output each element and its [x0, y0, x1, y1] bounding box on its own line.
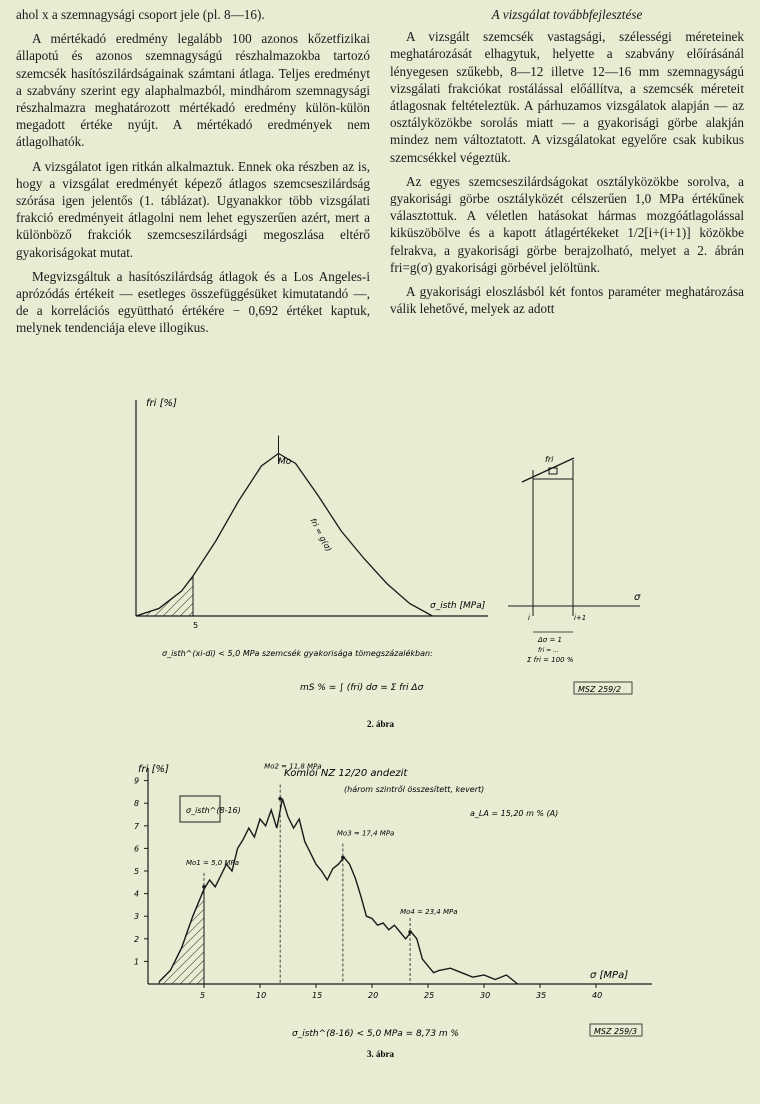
hatched-area	[159, 889, 204, 984]
x-tick-label: 20	[368, 991, 379, 1000]
y-tick-label: 8	[134, 799, 140, 809]
mode-label: Mo2 = 11,8 MPa	[264, 762, 322, 771]
y-tick-label: 6	[134, 844, 140, 854]
mode-point	[278, 797, 282, 801]
series-line	[159, 799, 517, 984]
x-tick-label: 40	[592, 991, 603, 1000]
formula: σ_isth^(8-16) < 5,0 MPa = 8,73 m %	[292, 1029, 460, 1039]
hatched-area	[136, 576, 193, 616]
y-tick-label: 7	[134, 821, 140, 831]
y-tick-label: 9	[134, 776, 140, 786]
paragraph: Az egyes szemcseszilárdságokat osztályközökbe sorolva, a gyakorisági görbe osztályközét célszerűen 1,0 MPa értékűnek választottuk. A véletlen hatásokat hármas mozgóátlagolással kiküszöbölve és a kapott átlagértékeket 1/2[i+(i+1)] közökbe felrakva, a gyakorisági görbe berajzolható, melyet a 2. ábrán fri=g(σ) gyakorisági görbével jelöltünk.	[390, 173, 744, 275]
inset-delta: Δσ = 1	[538, 636, 562, 644]
chart-title: Komlói NZ 12/20 andezit	[284, 768, 408, 779]
sigma-box-label: σ_isth^(8-16)	[186, 806, 241, 815]
x-axis-label: σ [MPa]	[590, 970, 629, 981]
figure-3	[0, 748, 760, 1098]
y-axis-label: fri [%]	[138, 764, 169, 775]
y-tick-label: 5	[134, 867, 140, 876]
a-label: a_LA = 15,20 m % (A)	[470, 809, 559, 818]
chart-subtitle: (három szintről összesített, kevert)	[344, 785, 485, 794]
x-tick-label: 10	[256, 991, 267, 1000]
paragraph: A gyakorisági eloszlásból két fontos paraméter meghatározása válik lehetővé, melyek az adott	[390, 284, 744, 317]
tick-label: 5	[193, 621, 199, 630]
paragraph: ahol x a szemnagysági csoport jele (pl. 8—16).	[16, 7, 265, 22]
figure-code: MSZ 259/3	[594, 1027, 638, 1036]
figure-caption: 2. ábra	[367, 719, 394, 729]
mode-label: Mo1 = 5,0 MPa	[186, 858, 239, 867]
inset-tick-i1: i+1	[574, 614, 587, 622]
figure-3-curve	[134, 763, 602, 1000]
mode-label: Mo3 = 17,4 MPa	[336, 829, 395, 838]
figure-code: MSZ 259/2	[578, 685, 622, 694]
y-axis-label: fri [%]	[146, 398, 177, 409]
mode-point	[341, 856, 345, 860]
paragraph: A mértékadó eredmény legalább 100 azonos kőzetfizikai állapotú és azonos szemnagyságú részhalmazokba tartozó szemcsék hasítószilárdságainak számtani átlaga. Teljes eredményt a szabvány szerint egy alaphalmazból, mindhárom szemnagysági részhalmazra meghatározott mértékadó eredmény külön-külön megadott értéke nyújt. A mértékadó eredmények nem átlagolhatók.	[16, 31, 370, 150]
figure-2-inset	[508, 455, 641, 664]
x-axis-label: σ_isth [MPa]	[430, 601, 486, 611]
paragraph: A vizsgált szemcsék vastagsági, szélességi méreteinek meghatározását elhagytuk, helyette a szabvány előírásánál lényegesen szűkebb, 8—12 illetve 12—16 mm szemnagyságú vizsgálati frakciókat rostálással előállítva, a szemcsék méreteit átlagosnak feltételeztük. A párhuzamos vizsgálatok alapján — az osztályközökbe sorolás miatt — a gyakorisági görbe alakján mindez nem változtatott. A vizsgálatokat egyelőre csak kubikus szemcsékkel végeztük.	[390, 29, 744, 165]
mode-label: Mo4 = 23,4 MPa	[400, 908, 458, 917]
x-tick-label: 35	[536, 991, 547, 1000]
figure-caption: 3. ábra	[367, 1049, 394, 1059]
y-tick-label: 3	[134, 912, 140, 922]
inset-sum-1: fri = ...	[538, 647, 559, 654]
formula-line-1: σ_isth^(xi-di) < 5,0 MPa szemcsék gyakorisága tömegszázalékban:	[162, 649, 433, 658]
y-tick-label: 2	[134, 934, 140, 944]
peak-label: Mo	[278, 457, 292, 467]
x-tick-label: 5	[200, 991, 206, 1000]
section-title: A vizsgálat továbbfejlesztése	[491, 7, 643, 22]
formula-line-2: mS % = ∫ (fri) dσ = Σ fri Δσ	[300, 683, 424, 693]
figure-2	[0, 380, 760, 740]
mode-point	[408, 930, 412, 934]
x-tick-label: 30	[480, 991, 491, 1000]
paragraph: A vizsgálatot igen ritkán alkalmaztuk. Ennek oka részben az is, hogy a vizsgálat eredményét képező átlagos szemcseszilárdság szórása igen jelentős (1. táblázat). Ugyanakkor több vizsgálati frakció eredményeit átlagolni nem lehet egyszerűen azért, mert a különböző frakciók szemcseszilárdsági megoszlása eltérő gyakoriságokat mutat.	[16, 158, 370, 260]
right-text-column	[390, 6, 744, 324]
left-text-column	[16, 6, 370, 344]
y-tick-label: 4	[134, 889, 140, 899]
paragraph: Megvizsgáltuk a hasítószilárdság átlagok és a Los Angeles-i aprózódás értékeit — esetleges összefüggésüket kimutatandó —, de a korrelációs együttható értékére − 0,692 értéket kaptuk, melynek tendenciája eleve illogikus.	[16, 268, 370, 336]
mode-point	[202, 885, 206, 889]
x-tick-label: 25	[424, 991, 435, 1000]
inset-sum-2: Σ fri = 100 %	[527, 656, 574, 664]
x-tick-label: 15	[312, 991, 323, 1000]
y-tick-label: 1	[134, 957, 140, 967]
inset-x-label: σ	[634, 592, 641, 603]
series-line	[136, 454, 432, 617]
inset-top-label: fri	[545, 455, 554, 464]
inset-tick-i: i	[528, 614, 530, 622]
curve-label: fri = g(σ)	[308, 516, 334, 554]
